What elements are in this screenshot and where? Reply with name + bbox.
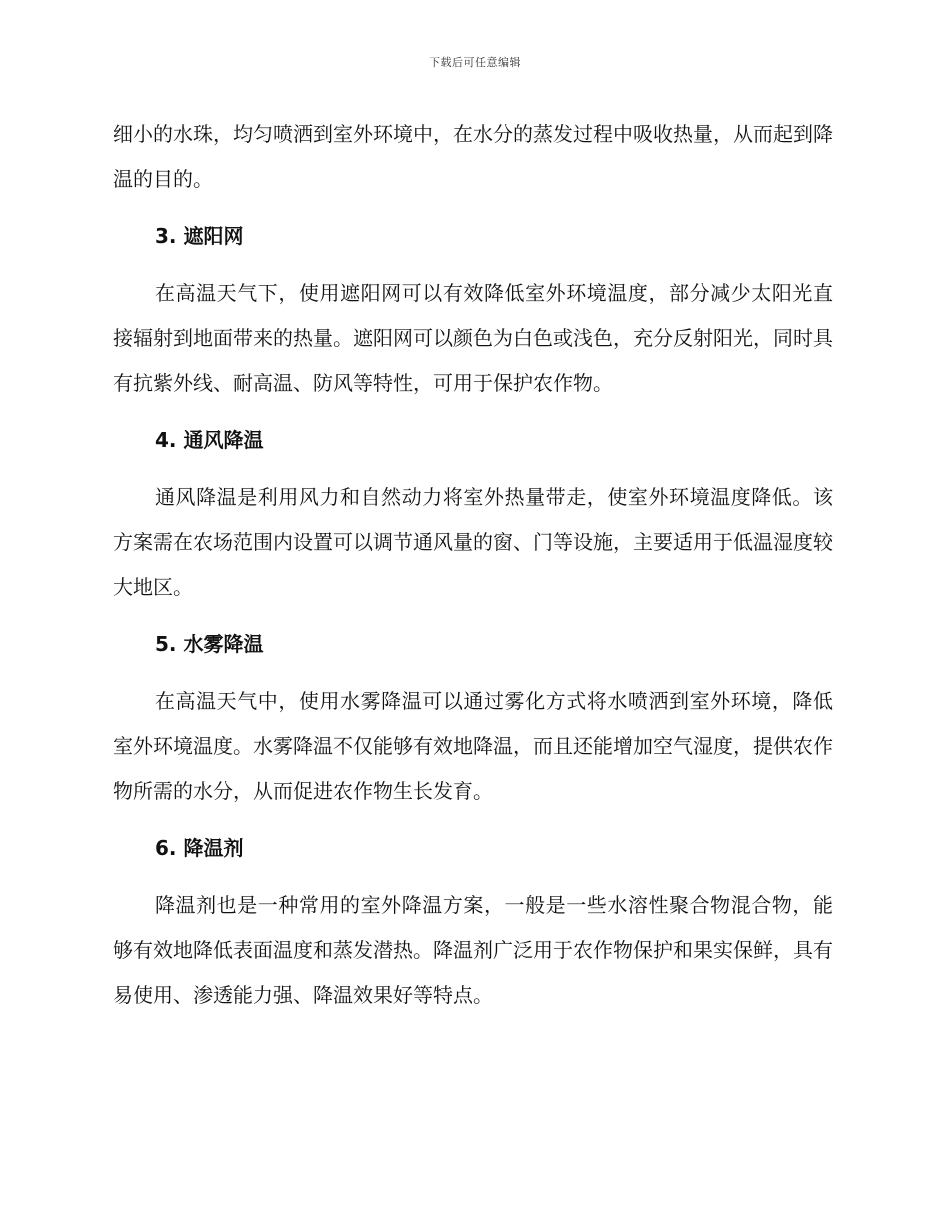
heading-ventilation-cooling: 4. 通风降温 — [155, 428, 264, 452]
paragraph-shade-net: 在高温天气下，使用遮阳网可以有效降低室外环境温度，部分减少太阳光直接辐射到地面带来的热量。遮阳网可以颜色为白色或浅色，充分反射阳光，同时具有抗紫外线、耐高温、防风等特性，可用于保护农作物。 — [113, 281, 833, 395]
page-header: 下载后可任意编辑 — [429, 56, 521, 69]
paragraph-ventilation-cooling: 通风降温是利用风力和自然动力将室外热量带走，使室外环境温度降低。该方案需在农场范围内设置可以调节通风量的窗、门等设施，主要适用于低温湿度较大地区。 — [113, 485, 833, 599]
document-body — [113, 112, 833, 1018]
paragraph-cooling-agent: 降温剂也是一种常用的室外降温方案，一般是一些水溶性聚合物混合物，能够有效地降低表面温度和蒸发潜热。降温剂广泛用于农作物保护和果实保鲜，具有易使用、渗透能力强、降温效果好等特点。 — [113, 893, 833, 1007]
section-ventilation-cooling — [113, 418, 833, 610]
section-shade-net — [113, 214, 833, 406]
heading-cooling-agent: 6. 降温剂 — [155, 836, 244, 860]
heading-mist-cooling: 5. 水雾降温 — [155, 632, 264, 656]
section-continuation — [113, 112, 833, 202]
paragraph-continuation: 细小的水珠，均匀喷洒到室外环境中，在水分的蒸发过程中吸收热量，从而起到降温的目的。 — [113, 122, 833, 191]
heading-shade-net: 3. 遮阳网 — [155, 224, 244, 248]
paragraph-mist-cooling: 在高温天气中，使用水雾降温可以通过雾化方式将水喷洒到室外环境，降低室外环境温度。水雾降温不仅能够有效地降温，而且还能增加空气湿度，提供农作物所需的水分，从而促进农作物生长发育。 — [113, 689, 833, 803]
section-mist-cooling — [113, 622, 833, 814]
section-cooling-agent — [113, 826, 833, 1018]
